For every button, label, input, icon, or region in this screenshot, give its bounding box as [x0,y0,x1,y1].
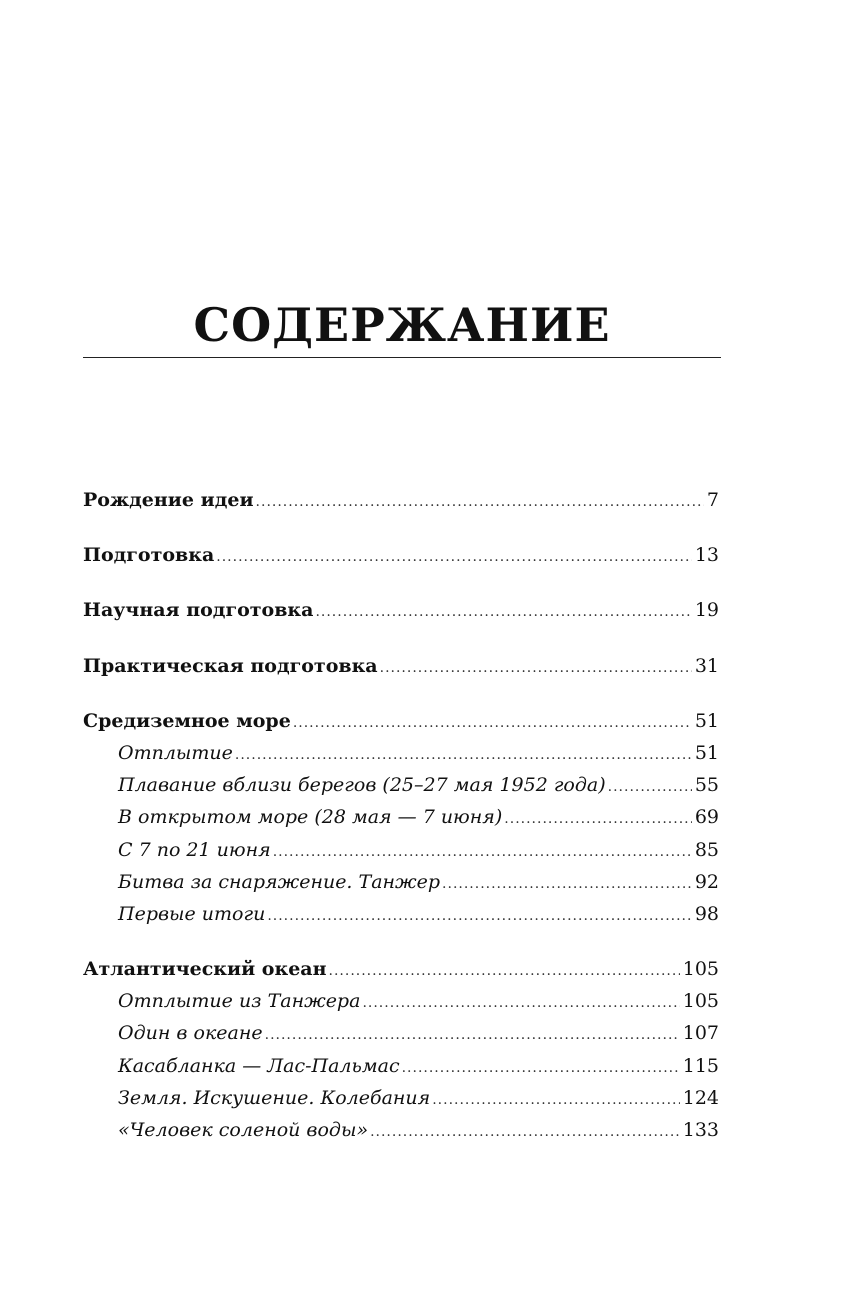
toc-entry-page: 92 [694,870,719,893]
dot-leader [370,1116,680,1148]
toc-entry-page: 69 [694,806,719,829]
toc-entry-label: «Человек соленой воды» [118,1119,369,1141]
toc-entry-label: Первые итоги [118,902,266,925]
toc-entry[interactable] [83,594,719,626]
toc-entry-page: 133 [682,1119,719,1141]
toc-entry-label: Битва за снаряжение. Танжер [118,870,441,893]
dot-leader [402,1052,680,1084]
toc-entry-label: Атлантический океан [83,958,327,981]
dot-leader [235,739,692,771]
toc-entry-label: Отплытие из Танжера [118,990,361,1013]
toc-entry-page: 98 [694,902,719,925]
toc-subentry[interactable] [83,737,719,769]
dot-leader [362,987,679,1019]
toc-entry-page: 51 [694,741,719,764]
toc-entry[interactable] [83,650,719,682]
dot-leader [256,486,704,518]
dot-leader [265,1019,680,1051]
toc-entry-label: Средиземное море [83,709,291,732]
dot-leader [380,652,692,684]
toc-entry-label: Подготовка [83,544,215,567]
toc-entry-page: 115 [682,1054,719,1077]
toc-entry-label: Рождение идеи [83,489,254,511]
toc-entry[interactable] [83,953,719,985]
toc-entry[interactable] [83,705,719,737]
toc-entry-label: В открытом море (28 мая — 7 июня) [118,806,503,829]
toc-subentry[interactable] [83,866,719,898]
toc-subentry[interactable] [83,1114,719,1146]
toc-entry[interactable] [83,539,719,571]
toc-subentry[interactable] [83,801,719,833]
table-of-contents [83,484,719,1146]
toc-entry-page: 105 [682,958,719,981]
dot-leader [273,836,692,868]
toc-entry-label: Научная подготовка [83,599,314,622]
toc-entry-label: Один в океане [118,1022,263,1045]
toc-subentry[interactable] [83,898,719,930]
toc-entry-page: 13 [694,544,719,567]
dot-leader [504,803,692,835]
toc-entry[interactable] [83,484,719,516]
toc-subentry[interactable] [83,1017,719,1049]
toc-entry-page: 7 [706,489,719,511]
toc-subentry[interactable] [83,1050,719,1082]
toc-subentry[interactable] [83,985,719,1017]
toc-entry-page: 124 [682,1086,719,1109]
dot-leader [267,900,691,932]
toc-entry-label: Практическая подготовка [83,654,378,677]
toc-entry-page: 19 [694,599,719,622]
toc-entry-label: С 7 по 21 июня [118,838,271,861]
toc-subentry[interactable] [83,1082,719,1114]
toc-entry-label: Отплытие [118,741,233,764]
toc-entry-page: 85 [694,838,719,861]
page-title: СОДЕРЖАНИЕ [193,298,611,352]
toc-entry-page: 105 [682,990,719,1013]
toc-entry-page: 107 [682,1022,719,1045]
title-divider [83,357,721,358]
dot-leader [216,541,692,573]
dot-leader [432,1084,680,1116]
toc-entry-label: Плавание вблизи берегов (25–27 мая 1952 года) [118,774,606,797]
toc-entry-label: Касабланка — Лас-Пальмас [118,1054,400,1077]
toc-entry-page: 51 [694,709,719,732]
toc-subentry[interactable] [83,834,719,866]
dot-leader [442,868,692,900]
dot-leader [329,955,680,987]
dot-leader [315,596,691,628]
dot-leader [293,707,692,739]
toc-subentry[interactable] [83,769,719,801]
toc-entry-page: 55 [694,774,719,797]
toc-entry-label: Земля. Искушение. Колебания [118,1086,431,1109]
toc-entry-page: 31 [694,654,719,677]
dot-leader [608,771,692,803]
